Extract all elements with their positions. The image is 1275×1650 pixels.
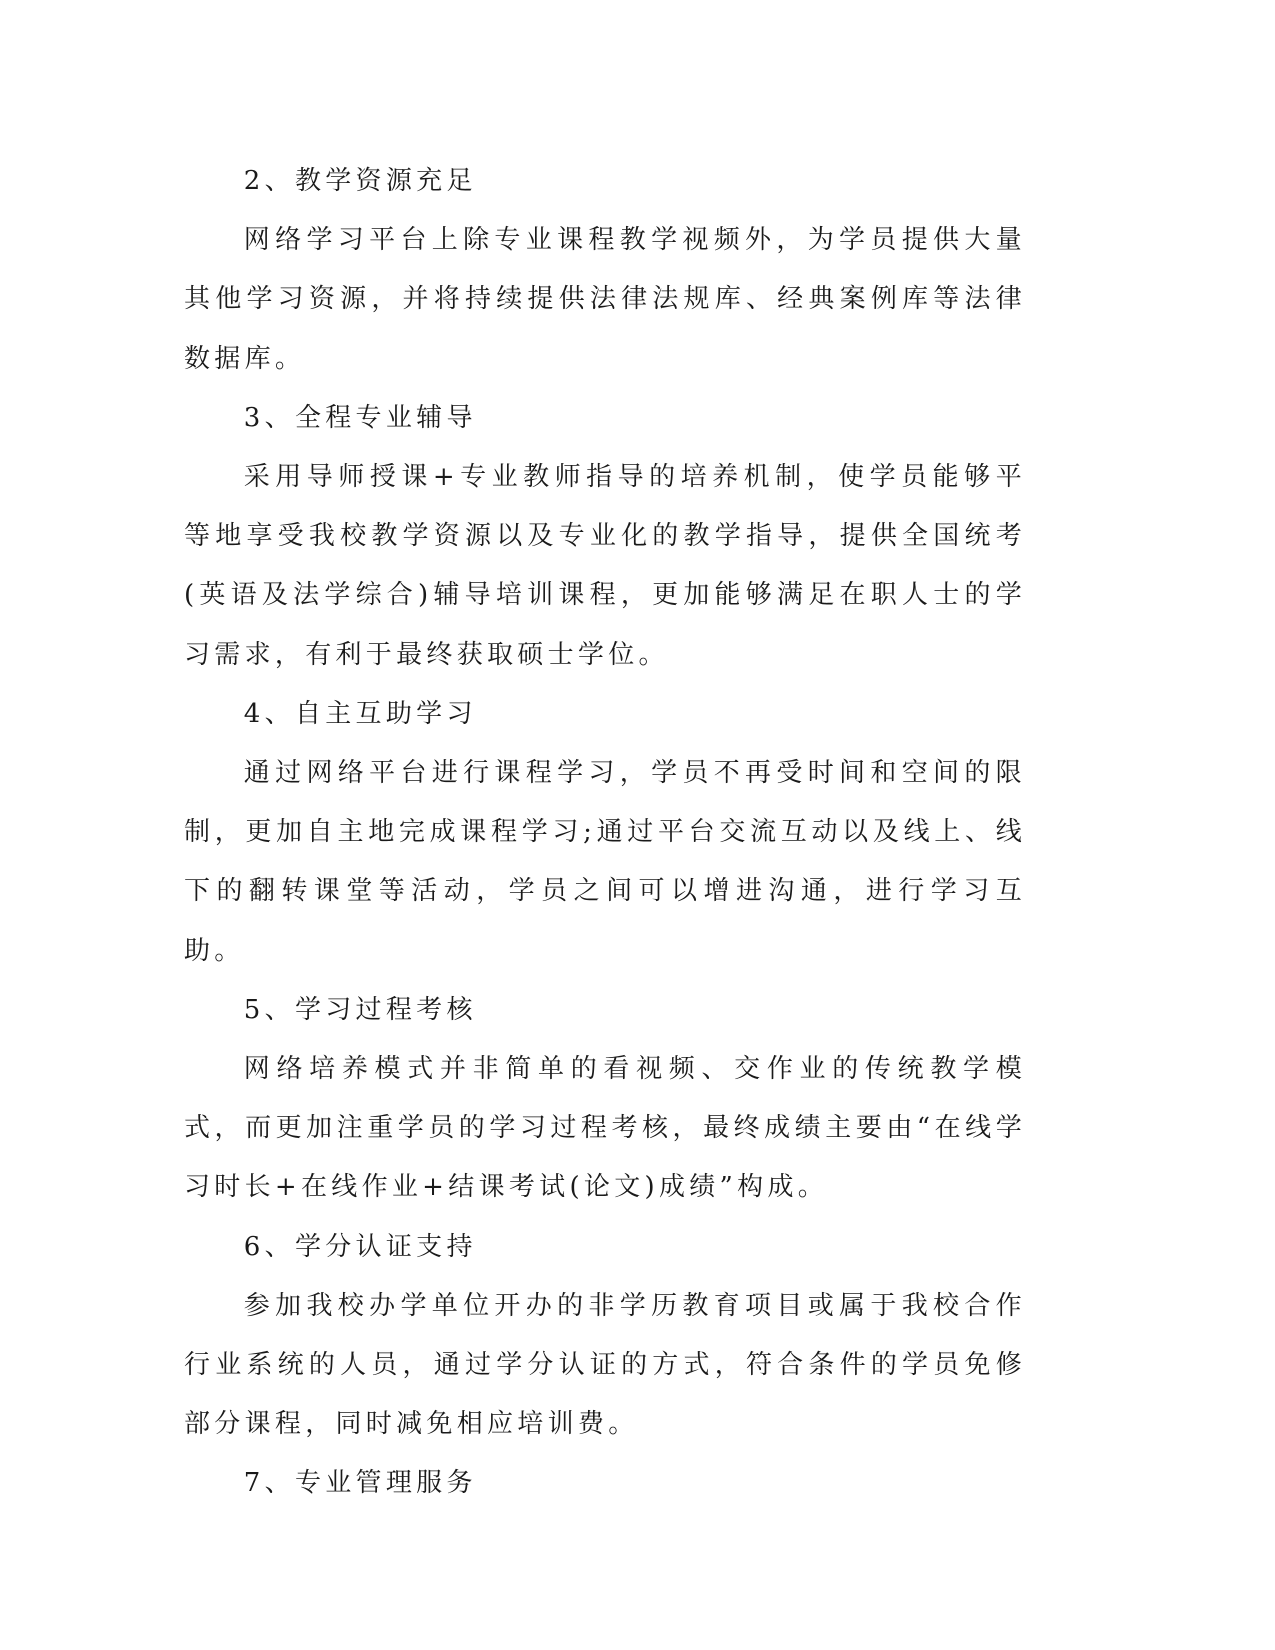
- section-body-6: 参加我校办学单位开办的非学历教育项目或属于我校合作行业系统的人员，通过学分认证的方式，符合条件的学员免修部分课程，同时减免相应培训费。: [184, 1290, 1026, 1440]
- section-heading-5: 5、学习过程考核: [243, 994, 477, 1025]
- section-body-5: 网络培养模式并非简单的看视频、交作业的传统教学模式，而更加注重学员的学习过程考核，最终成绩主要由“在线学习时长+在线作业+结课考试(论文)成绩”构成。: [184, 1054, 1026, 1203]
- section-heading-6: 6、学分认证支持: [243, 1231, 477, 1262]
- section-heading-4: 4、自主互助学习: [243, 698, 477, 729]
- document-body: [184, 152, 1026, 1514]
- section-heading-7: 7、专业管理服务: [243, 1468, 477, 1499]
- section-body-4: 通过网络平台进行课程学习，学员不再受时间和空间的限制，更加自主地完成课程学习;通过平台交流互动以及线上、线下的翻转课堂等活动，学员之间可以增进沟通，进行学习互助。: [184, 758, 1026, 966]
- section-body-3: 采用导师授课+专业教师指导的培养机制，使学员能够平等地享受我校教学资源以及专业化的教学指导，提供全国统考(英语及法学综合)辅导培训课程，更加能够满足在职人士的学习需求，有利于最终获取硕士学位。: [184, 462, 1026, 670]
- section-heading-2: 2、教学资源充足: [243, 166, 477, 196]
- section-heading-3: 3、全程专业辅导: [243, 402, 477, 433]
- section-body-2: 网络学习平台上除专业课程教学视频外，为学员提供大量其他学习资源，并将持续提供法律法规库、经典案例库等法律数据库。: [184, 225, 1026, 374]
